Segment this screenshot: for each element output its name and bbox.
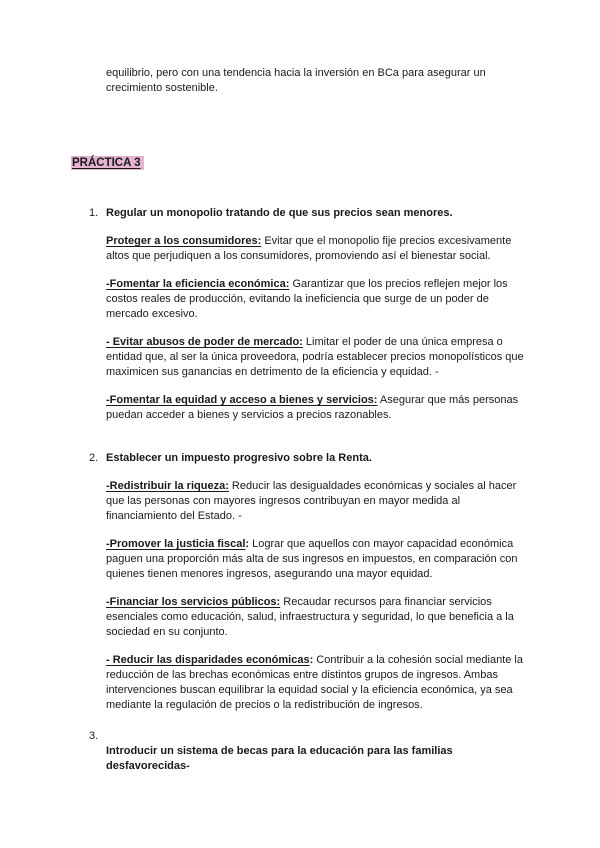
numbered-list (71, 206, 530, 774)
term-lead: -Promover la justicia fiscal (106, 538, 246, 550)
definition-paragraph (106, 277, 530, 322)
term-lead: Proteger a los consumidores: (106, 235, 262, 247)
term-colon: : (309, 654, 314, 666)
definition-text: Limitar el poder de una única empresa o entidad que, al ser la única proveedora, podría establecer precios monopolísticos que maximicen sus ganancias en detrimento de la eficiencia y equidad. - (106, 336, 524, 378)
item-3-title: Introducir un sistema de becas para la educación para las familias desfavorecidas- (106, 745, 453, 772)
definition-text: Garantizar que los precios reflejen mejor los costos reales de producción, evitando la ineficiencia que surge de un poder de mercado excesivo. (106, 278, 508, 320)
term-colon: : (245, 538, 250, 550)
definition-text: Asegurar que más personas puedan acceder a bienes y servicios a precios razonables. (106, 394, 519, 421)
definition-paragraph (106, 335, 530, 380)
definition-paragraph (106, 479, 530, 524)
item-1-title: Regular un monopolio tratando de que sus precios sean menores. (106, 207, 453, 219)
item-2-title: Establecer un impuesto progresivo sobre la Renta. (106, 452, 372, 464)
definition-text: Reducir las desigualdades económicas y sociales al hacer que las personas con mayores ingresos contribuyan en mayor medida al financiamiento del Estado. - (106, 480, 517, 522)
list-item-3 (89, 729, 530, 774)
definition-text: Lograr que aquellos con mayor capacidad económica paguen una proporción más alta de sus ingresos en impuestos, en comparación con quienes tienen menores ingresos, asegurando una mayor equidad. (106, 538, 518, 580)
definition-paragraph (106, 595, 530, 640)
list-item-1 (89, 206, 530, 423)
item-3-number: 3. (89, 730, 99, 742)
term-lead: - Evitar abusos de poder de mercado: (106, 336, 303, 348)
item-2-number: 2. (89, 452, 99, 464)
heading-highlight: PRÁCTICA 3 (71, 156, 144, 170)
definition-text: Evitar que el monopolio fije precios excesivamente altos que perjudiquen a los consumidores, promoviendo así el bienestar social. (106, 235, 512, 262)
term-lead: -Fomentar la eficiencia económica: (106, 278, 290, 290)
definition-paragraph (106, 653, 530, 713)
term-lead: -Fomentar la equidad y acceso a bienes y servicios: (106, 394, 378, 406)
term-lead: -Financiar los servicios públicos: (106, 596, 281, 608)
definition-paragraph (106, 393, 530, 423)
definition-text: Recaudar recursos para financiar servicios esenciales como educación, salud, infraestructura y seguridad, lo que beneficia a la sociedad en su conjunto. (106, 596, 514, 638)
definition-paragraph (106, 537, 530, 582)
definition-paragraph (106, 234, 530, 264)
term-lead: -Redistribuir la riqueza: (106, 480, 229, 492)
list-item-2 (89, 451, 530, 713)
intro-paragraph: equilibrio, pero con una tendencia hacia la inversión en BCa para asegurar un crecimiento sostenible. (106, 67, 486, 94)
practice-heading (71, 156, 530, 171)
term-lead: - Reducir las disparidades económicas (106, 654, 310, 666)
item-1-number: 1. (89, 207, 99, 219)
definition-text: Contribuir a la cohesión social mediante la reducción de las brechas económicas entre distintos grupos de ingresos. Ambas intervenciones buscan equilibrar la equidad social y la eficiencia económica, ya sea mediante la regulación de precios o la redistribución de ingresos. (106, 654, 523, 711)
